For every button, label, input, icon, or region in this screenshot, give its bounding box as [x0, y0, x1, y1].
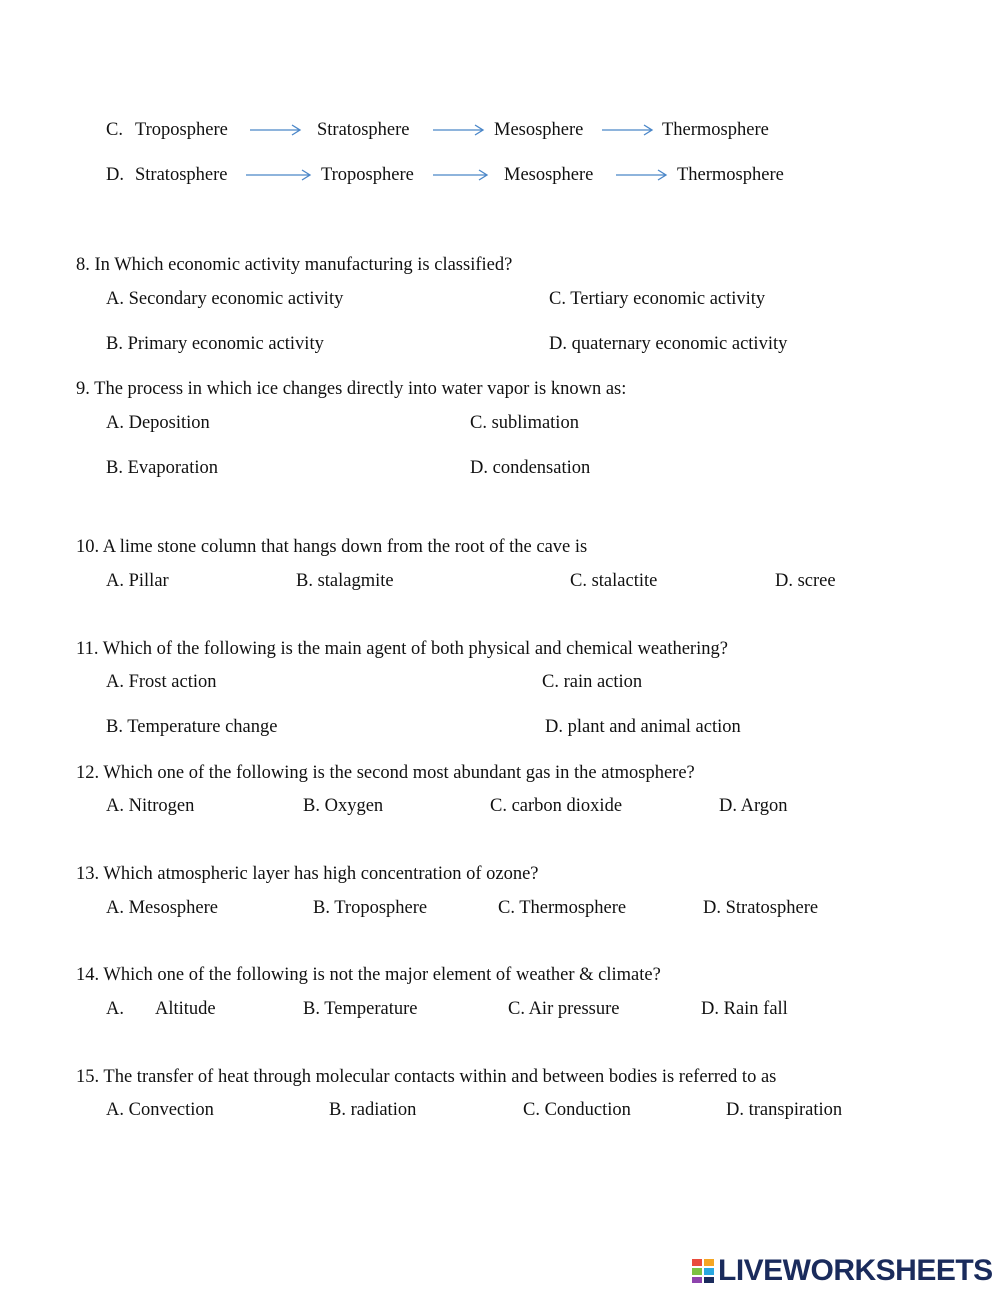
question-8-text: 8. In Which economic activity manufacturing is classified? [76, 255, 513, 275]
q15-option-b[interactable]: B. radiation [329, 1100, 417, 1120]
q10-option-d[interactable]: D. scree [775, 571, 836, 591]
q13-option-d[interactable]: D. Stratosphere [703, 898, 819, 918]
q9-option-c[interactable]: C. sublimation [470, 413, 579, 433]
question-9-text: 9. The process in which ice changes directly into water vapor is known as: [76, 379, 627, 399]
q8-option-d[interactable]: D. quaternary economic activity [549, 334, 788, 354]
question-10-text: 10. A lime stone column that hangs down from the root of the cave is [76, 537, 588, 557]
liveworksheets-logo-icon [692, 1259, 714, 1283]
q7-option-c-letter: C. [106, 120, 123, 140]
q10-option-b[interactable]: B. stalagmite [296, 571, 394, 591]
liveworksheets-logo [692, 1254, 993, 1288]
q10-option-c[interactable]: C. stalactite [570, 571, 658, 591]
q11-option-d[interactable]: D. plant and animal action [545, 717, 741, 737]
q11-option-b[interactable]: B. Temperature change [106, 717, 278, 737]
q13-option-a[interactable]: A. Mesosphere [106, 898, 219, 918]
q13-option-b[interactable]: B. Troposphere [313, 898, 428, 918]
q15-option-d[interactable]: D. transpiration [726, 1100, 843, 1120]
question-13-text: 13. Which atmospheric layer has high concentration of ozone? [76, 864, 539, 884]
q12-option-d[interactable]: D. Argon [719, 796, 788, 816]
arrow-right-icon [250, 123, 302, 137]
question-12-text: 12. Which one of the following is the second most abundant gas in the atmosphere? [76, 763, 695, 783]
question-11-text: 11. Which of the following is the main agent of both physical and chemical weathering? [76, 639, 728, 659]
q7-option-c-layer-4: Thermosphere [662, 120, 769, 140]
q9-option-d[interactable]: D. condensation [470, 458, 591, 478]
q8-option-c[interactable]: C. Tertiary economic activity [549, 289, 766, 309]
q14-option-c[interactable]: C. Air pressure [508, 999, 620, 1019]
q8-option-b[interactable]: B. Primary economic activity [106, 334, 324, 354]
arrow-right-icon [616, 168, 668, 182]
q7-option-c-layer-2: Stratosphere [317, 120, 410, 140]
q11-option-c[interactable]: C. rain action [542, 672, 643, 692]
q14-option-a-letter[interactable]: A. [106, 999, 124, 1019]
q7-option-c-layer-1: Troposphere [135, 120, 228, 140]
question-15-text: 15. The transfer of heat through molecular contacts within and between bodies is referred to as [76, 1067, 777, 1087]
arrow-right-icon [246, 168, 312, 182]
q15-option-a[interactable]: A. Convection [106, 1100, 214, 1120]
q12-option-a[interactable]: A. Nitrogen [106, 796, 195, 816]
arrow-right-icon [433, 168, 489, 182]
q9-option-a[interactable]: A. Deposition [106, 413, 210, 433]
q14-option-b[interactable]: B. Temperature [303, 999, 418, 1019]
q10-option-a[interactable]: A. Pillar [106, 571, 169, 591]
liveworksheets-logo-text: LIVEWORKSHEETS [718, 1254, 993, 1287]
q15-option-c[interactable]: C. Conduction [523, 1100, 631, 1120]
q12-option-c[interactable]: C. carbon dioxide [490, 796, 623, 816]
arrow-right-icon [602, 123, 654, 137]
q12-option-b[interactable]: B. Oxygen [303, 796, 384, 816]
question-14-text: 14. Which one of the following is not the major element of weather & climate? [76, 965, 661, 985]
q14-option-a[interactable]: Altitude [155, 999, 216, 1019]
arrow-right-icon [433, 123, 485, 137]
q14-option-d[interactable]: D. Rain fall [701, 999, 788, 1019]
q7-option-d-layer-3: Mesosphere [504, 165, 594, 185]
q13-option-c[interactable]: C. Thermosphere [498, 898, 627, 918]
q11-option-a[interactable]: A. Frost action [106, 672, 217, 692]
q7-option-d-layer-2: Troposphere [321, 165, 414, 185]
q7-option-d-layer-4: Thermosphere [677, 165, 784, 185]
q7-option-d-letter: D. [106, 165, 124, 185]
q9-option-b[interactable]: B. Evaporation [106, 458, 219, 478]
q7-option-c-layer-3: Mesosphere [494, 120, 584, 140]
q8-option-a[interactable]: A. Secondary economic activity [106, 289, 344, 309]
q7-option-d-layer-1: Stratosphere [135, 165, 228, 185]
